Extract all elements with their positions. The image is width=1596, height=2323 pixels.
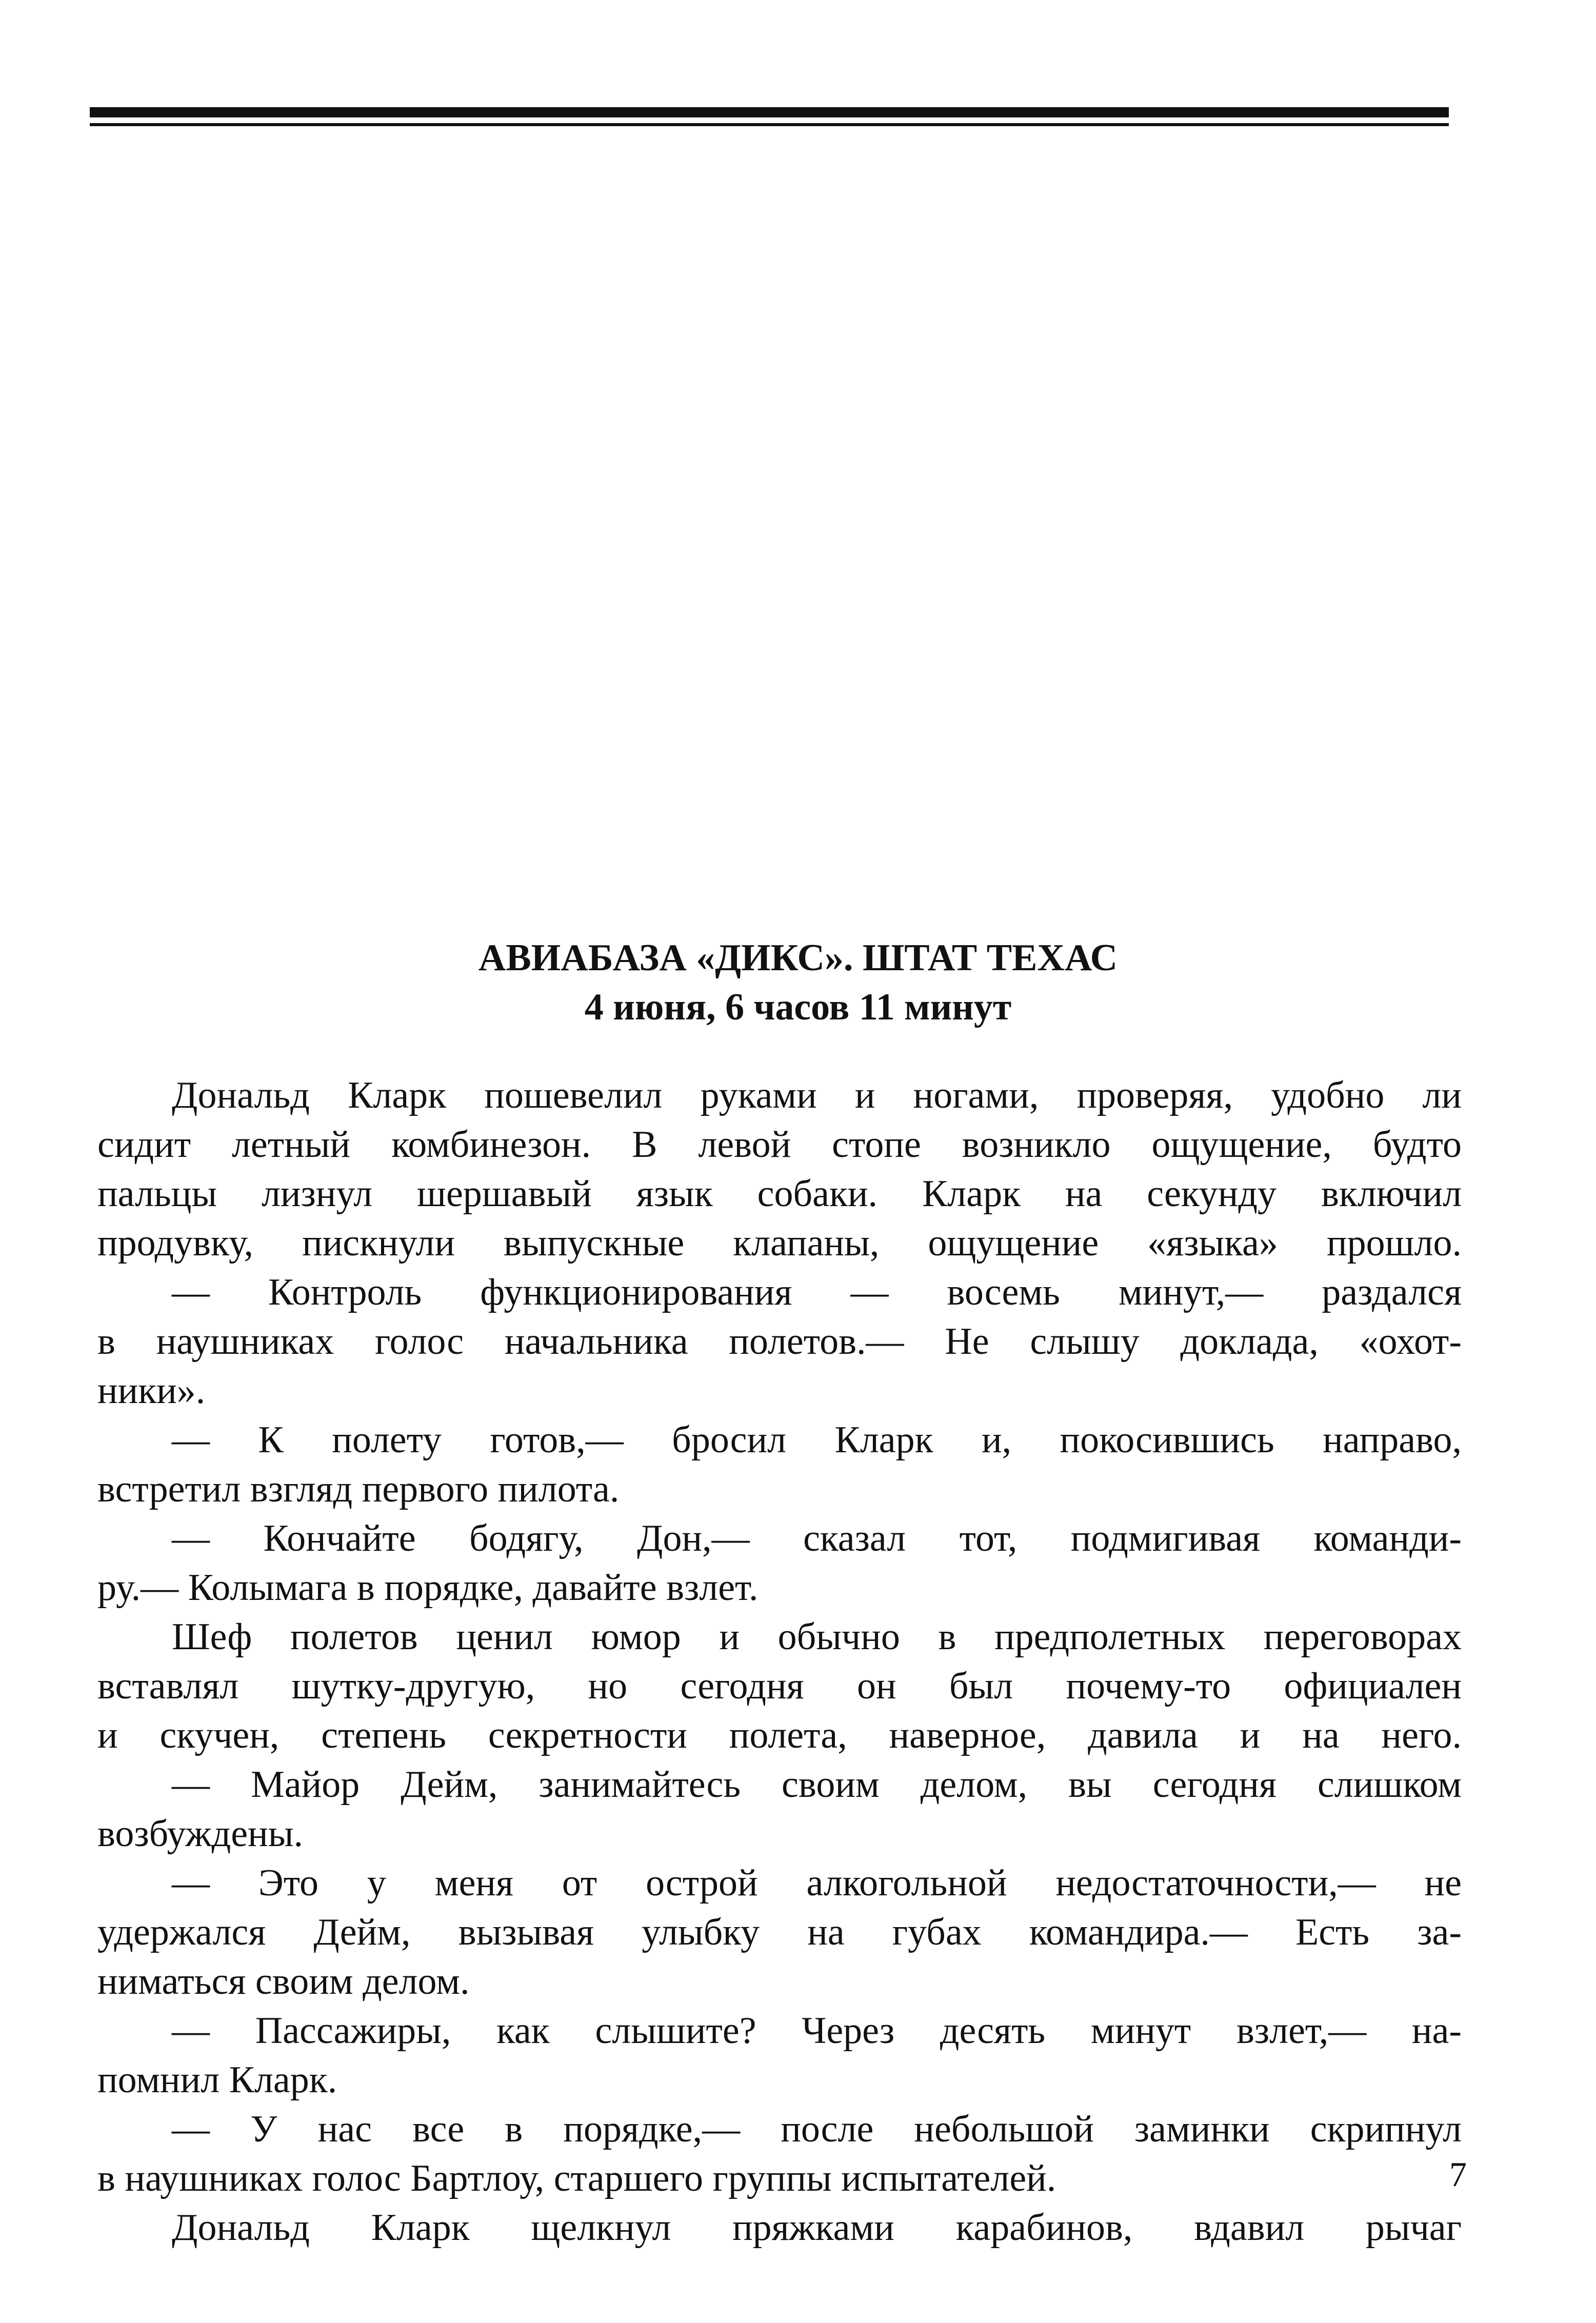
text-line: — К полету готов,— бросил Кларк и, покосившись направо, [172, 1419, 1462, 1461]
text-line: Дональд Кларк щелкнул пряжками карабинов, вдавил рычаг [172, 2207, 1462, 2249]
text-line: Шеф полетов ценил юмор и обычно в предполетных переговорах [172, 1616, 1462, 1658]
page-number: 7 [1449, 2155, 1467, 2194]
text-line: — Майор Дейм, занимайтесь своим делом, вы сегодня слишком [172, 1764, 1462, 1806]
chapter-heading [0, 933, 1596, 1032]
text-line: помнил Кларк. [97, 2059, 337, 2101]
text-line: удержался Дейм, вызывая улыбку на губах командира.— Есть за- [97, 1911, 1462, 1953]
text-line: — Это у меня от острой алкогольной недостаточности,— не [172, 1862, 1462, 1904]
chapter-dateline: 4 июня, 6 часов 11 минут [584, 986, 1012, 1028]
text-line: ниматься своим делом. [97, 1960, 470, 2002]
text-line: в наушниках голос Бартлоу, старшего группы испытателей. [97, 2157, 1056, 2199]
text-line: встретил взгляд первого пилота. [97, 1468, 620, 1510]
text-line: — Кончайте бодягу, Дон,— сказал тот, подмигивая команди- [172, 1517, 1462, 1559]
header-rule-thin [90, 123, 1449, 126]
text-line: и скучен, степень секретности полета, наверное, давила и на него. [97, 1714, 1462, 1756]
text-line: продувку, пискнули выпускные клапаны, ощущение «языка» прошло. [97, 1222, 1462, 1264]
header-rule-thick [90, 107, 1449, 117]
text-line: в наушниках голос начальника полетов.— Не слышу доклада, «охот- [97, 1320, 1462, 1363]
text-line: пальцы лизнул шершавый язык собаки. Кларк на секунду включил [97, 1173, 1462, 1215]
text-line: сидит летный комбинезон. В левой стопе возникло ощущение, будто [97, 1124, 1462, 1166]
text-line: Дональд Кларк пошевелил руками и ногами, проверяя, удобно ли [172, 1074, 1462, 1116]
text-line: — Контроль функционирования — восемь минут,— раздался [172, 1271, 1462, 1313]
body-text [97, 1071, 1462, 2252]
chapter-title: АВИАБАЗА «ДИКС». ШТАТ ТЕХАС [478, 937, 1118, 979]
text-line: возбуждены. [97, 1813, 303, 1855]
text-line: ру.— Колымага в порядке, давайте взлет. [97, 1567, 759, 1609]
text-line: вставлял шутку-другую, но сегодня он был почему-то официален [97, 1665, 1462, 1707]
text-line: — У нас все в порядке,— после небольшой заминки скрипнул [172, 2108, 1462, 2150]
text-line: — Пассажиры, как слышите? Через десять минут взлет,— на- [172, 2010, 1462, 2052]
text-line: ники». [97, 1370, 206, 1412]
